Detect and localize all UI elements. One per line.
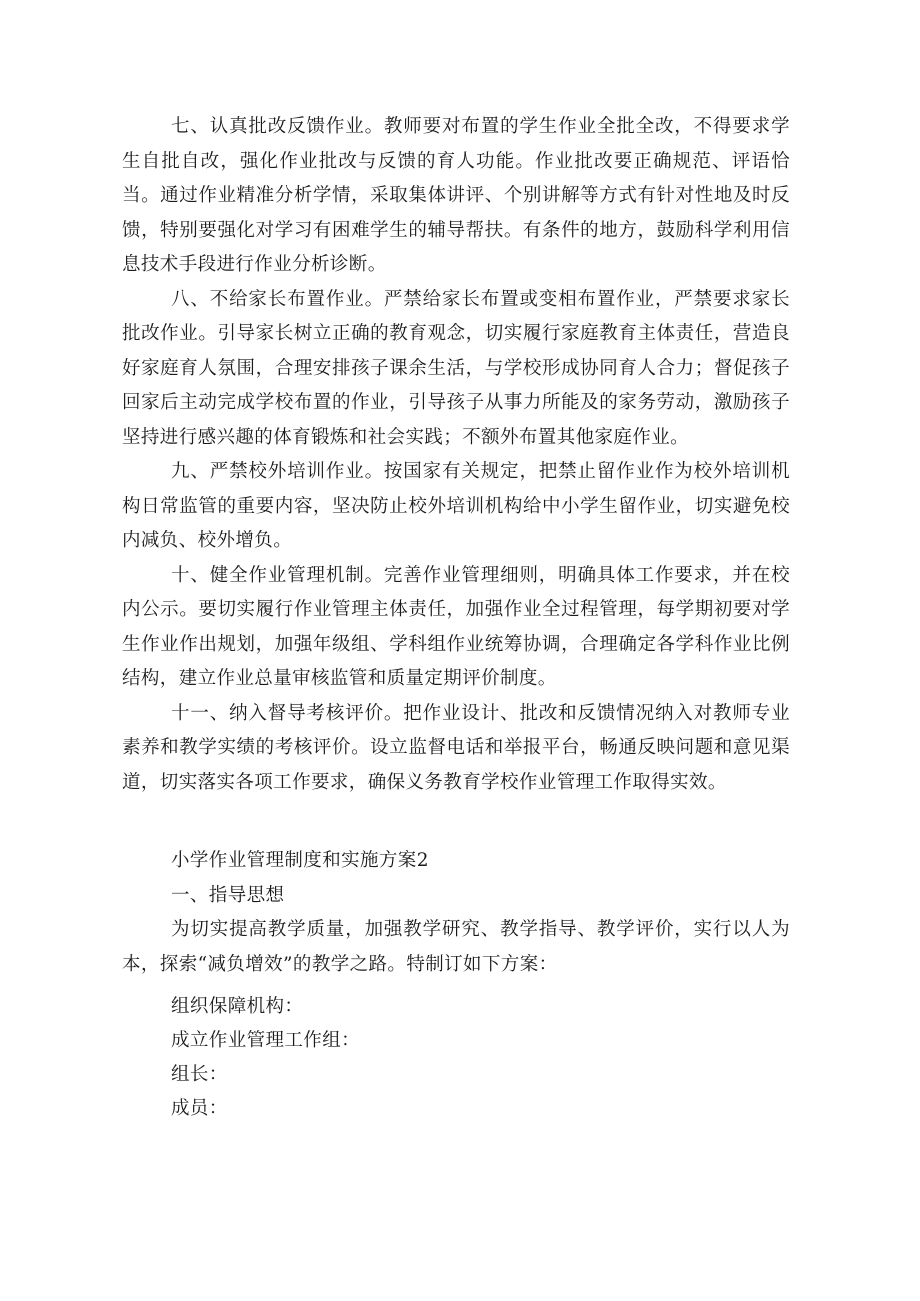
org-line-leader: 组长：: [171, 1064, 228, 1085]
org-line-workgroup: 成立作业管理工作组：: [171, 1030, 361, 1051]
section-gap: [122, 800, 790, 844]
paragraph-eight: 八、不给家长布置作业。严禁给家长布置或变相布置作业，严禁要求家长批改作业。引导家长树立正确的教育观念，切实履行家庭教育主体责任，营造良好家庭育人氛围，合理安排孩子课余生活，与学校形成协同育人合力；督促孩子回家后主动完成学校布置的作业，引导孩子从事力所能及的家务劳动，激励孩子坚持进行感兴趣的体育锻炼和社会实践；不额外布置其他家庭作业。: [122, 288, 790, 448]
heading-guiding-ideology: 一、指导思想: [171, 884, 285, 906]
org-gap: [122, 982, 790, 990]
org-line-members: 成员：: [171, 1098, 228, 1119]
paragraph-eleven: 十一、纳入督导考核评价。把作业设计、批改和反馈情况纳入对教师专业素养和教学实绩的考核评价。设立监督电话和举报平台，畅通反映问题和意见渠道，切实落实各项工作要求，确保义务教育学校作业管理工作取得实效。: [122, 702, 790, 793]
paragraph-nine: 九、严禁校外培训作业。按国家有关规定，把禁止留作业作为校外培训机构日常监管的重要内容，坚决防止校外培训机构给中小学生留作业，切实避免校内减负、校外增负。: [122, 461, 790, 551]
paragraph-ten: 十、健全作业管理机制。完善作业管理细则，明确具体工作要求，并在校内公示。要切实履行作业管理主体责任，加强作业全过程管理，每学期初要对学生作业作出规划，加强年级组、学科组作业统筹协调，合理确定各学科作业比例结构，建立作业总量审核监管和质量定期评价制度。: [122, 564, 790, 689]
section-title: 小学作业管理制度和实施方案2: [171, 850, 429, 871]
paragraph-seven: 七、认真批改反馈作业。教师要对布置的学生作业全批全改，不得要求学生自批自改，强化作业批改与反馈的育人功能。作业批改要正确规范、评语恰当。通过作业精准分析学情，采取集体讲评、个别讲解等方式有针对性地及时反馈，特别要强化对学习有困难学生的辅导帮扶。有条件的地方，鼓励科学利用信息技术手段进行作业分析诊断。: [122, 116, 790, 275]
org-line-structure: 组织保障机构：: [171, 996, 304, 1017]
guiding-paragraph: 为切实提高教学质量，加强教学研究、教学指导、教学评价，实行以人为本，探索“减负增效”的教学之路。特制订如下方案：: [122, 919, 790, 975]
document-body: [122, 110, 790, 1126]
